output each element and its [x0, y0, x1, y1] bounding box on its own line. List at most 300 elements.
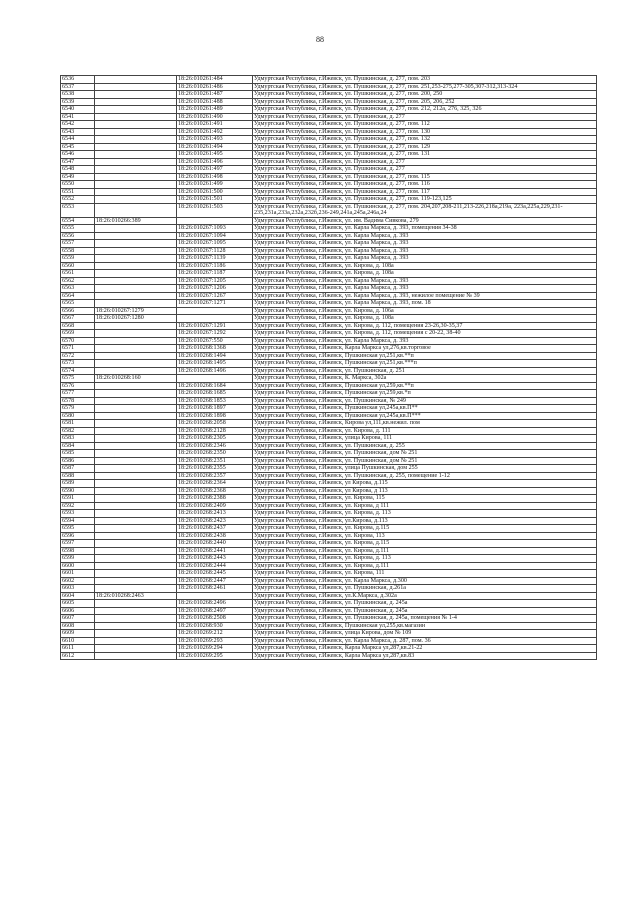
- cadastral-number-object: [177, 307, 253, 315]
- table-row: [61, 360, 597, 368]
- table-row: [61, 345, 597, 353]
- address: Удмуртская Республика, г.Ижевск, Пушкинская ул,251,кв.**п: [253, 352, 597, 360]
- cadastral-number-object: 18:26:010268:2441: [177, 547, 253, 555]
- cadastral-number-land: [95, 405, 177, 413]
- address: Удмуртская Республика, г.Ижевск, ул. Кирова, 113: [253, 532, 597, 540]
- cadastral-number-land: [95, 262, 177, 270]
- row-number: 6586: [61, 457, 95, 465]
- table-row: [61, 600, 597, 608]
- cadastral-number-land: [95, 487, 177, 495]
- table-row: [61, 510, 597, 518]
- address: Удмуртская Республика, г.Ижевск, Пушкинская ул,251,кв.***п: [253, 360, 597, 368]
- cadastral-number-object: 18:26:010268:2445: [177, 570, 253, 578]
- table-row: [61, 450, 597, 458]
- cadastral-number-land: [95, 390, 177, 398]
- table-row: [61, 525, 597, 533]
- cadastral-number-object: 18:26:010268:1853: [177, 397, 253, 405]
- cadastral-number-object: 18:26:010268:2346: [177, 442, 253, 450]
- row-number: 6598: [61, 547, 95, 555]
- address: Удмуртская Республика, г.Ижевск, Карла Маркса ул,287,кв.21-22: [253, 645, 597, 653]
- cadastral-number-object: 18:26:010267:1206: [177, 285, 253, 293]
- row-number: 6570: [61, 337, 95, 345]
- row-number: 6544: [61, 136, 95, 144]
- row-number: 6591: [61, 495, 95, 503]
- cadastral-number-object: 18:26:010261:486: [177, 83, 253, 91]
- cadastral-number-land: [95, 83, 177, 91]
- table-row: [61, 83, 597, 91]
- table-row: [61, 240, 597, 248]
- cadastral-number-object: 18:26:010267:1186: [177, 262, 253, 270]
- row-number: 6566: [61, 307, 95, 315]
- table-row: [61, 352, 597, 360]
- cadastral-number-land: [95, 457, 177, 465]
- cadastral-number-land: [95, 113, 177, 121]
- row-number: 6594: [61, 517, 95, 525]
- cadastral-number-object: 18:26:010267:1292: [177, 330, 253, 338]
- cadastral-number-object: 18:26:010268:2388: [177, 495, 253, 503]
- row-number: 6554: [61, 217, 95, 225]
- table-row: [61, 442, 597, 450]
- cadastral-number-object: 18:26:010267:550: [177, 337, 253, 345]
- table-row: [61, 382, 597, 390]
- cadastral-number-land: [95, 510, 177, 518]
- address: Удмуртская Республика, г.Ижевск, К. Маркса, 302а: [253, 375, 597, 383]
- cadastral-number-object: 18:26:010268:2437: [177, 525, 253, 533]
- cadastral-number-land: [95, 495, 177, 503]
- cadastral-number-object: 18:26:010268:930: [177, 622, 253, 630]
- cadastral-number-object: 18:26:010261:492: [177, 128, 253, 136]
- cadastral-number-object: 18:26:010267:1205: [177, 277, 253, 285]
- table-row: [61, 91, 597, 99]
- cadastral-number-object: 18:26:010268:1496: [177, 367, 253, 375]
- table-row: [61, 577, 597, 585]
- row-number: 6552: [61, 196, 95, 204]
- cadastral-number-object: 18:26:010267:1093: [177, 225, 253, 233]
- table-row: [61, 106, 597, 114]
- cadastral-number-object: 18:26:010268:2447: [177, 577, 253, 585]
- address: Удмуртская Республика, г.Ижевск, ул. Кирова, д. 108а: [253, 262, 597, 270]
- cadastral-number-object: 18:26:010261:488: [177, 98, 253, 106]
- table-row: [61, 270, 597, 278]
- table-row: [61, 367, 597, 375]
- address: Удмуртская Республика, г.Ижевск, ул. Кирова, д. 113: [253, 555, 597, 563]
- cadastral-number-land: 18:26:010268:160: [95, 375, 177, 383]
- table-row: [61, 637, 597, 645]
- cadastral-number-object: 18:26:010268:2443: [177, 555, 253, 563]
- row-number: 6539: [61, 98, 95, 106]
- cadastral-number-land: [95, 285, 177, 293]
- address: Удмуртская Республика, г.Ижевск, ул. Пушкинская, д. 255, помещение 1-12: [253, 472, 597, 480]
- address: Удмуртская Республика, г.Ижевск, ул. Карла Маркса, д. 393: [253, 255, 597, 263]
- cadastral-number-land: [95, 181, 177, 189]
- table-row: [61, 570, 597, 578]
- row-number: 6611: [61, 645, 95, 653]
- cadastral-number-object: [177, 375, 253, 383]
- cadastral-number-object: 18:26:010268:2440: [177, 540, 253, 548]
- table-row: [61, 517, 597, 525]
- cadastral-number-land: [95, 277, 177, 285]
- cadastral-number-object: 18:26:010267:1267: [177, 292, 253, 300]
- address: Удмуртская Республика, г.Ижевск, ул. Карла Маркса, д. 393: [253, 285, 597, 293]
- cadastral-number-object: 18:26:010268:2461: [177, 585, 253, 593]
- cadastral-number-object: 18:26:010268:2351: [177, 457, 253, 465]
- row-number: 6574: [61, 367, 95, 375]
- row-number: 6562: [61, 277, 95, 285]
- table-row: [61, 292, 597, 300]
- row-number: 6612: [61, 652, 95, 660]
- cadastral-number-land: [95, 300, 177, 308]
- row-number: 6547: [61, 158, 95, 166]
- cadastral-number-land: [95, 136, 177, 144]
- address: Удмуртская Республика, г.Ижевск, ул. Карла Маркса, д.300: [253, 577, 597, 585]
- cadastral-number-land: [95, 240, 177, 248]
- address: Удмуртская Республика, г.Ижевск, ул. Карла Маркса, д. 393: [253, 232, 597, 240]
- table-row: [61, 420, 597, 428]
- cadastral-number-land: [95, 480, 177, 488]
- cadastral-number-object: [177, 592, 253, 600]
- table-row: [61, 652, 597, 660]
- address: Удмуртская Республика, г.Ижевск, ул. Пушкинская, д. 255: [253, 442, 597, 450]
- address: Удмуртская Республика, г.Ижевск, Пушкинская ул,259,кв.*п: [253, 390, 597, 398]
- table-row: [61, 158, 597, 166]
- address: Удмуртская Республика, г.Ижевск, ул. Кирова, д.115: [253, 540, 597, 548]
- cadastral-number-object: 18:26:010269:212: [177, 630, 253, 638]
- address: Удмуртская Республика, г.Ижевск, Пушкинская ул,259,кв.**п: [253, 382, 597, 390]
- table-row: [61, 181, 597, 189]
- row-number: 6545: [61, 143, 95, 151]
- cadastral-number-object: 18:26:010268:2413: [177, 510, 253, 518]
- address: Удмуртская Республика, г.Ижевск, ул. Кирова, 111: [253, 570, 597, 578]
- cadastral-number-object: 18:26:010261:497: [177, 166, 253, 174]
- table-row: [61, 487, 597, 495]
- cadastral-number-land: [95, 637, 177, 645]
- row-number: 6585: [61, 450, 95, 458]
- address: Удмуртская Республика, г.Ижевск, ул. Кирова, 115: [253, 495, 597, 503]
- cadastral-number-object: 18:26:010268:1685: [177, 390, 253, 398]
- table-row: [61, 495, 597, 503]
- address: Удмуртская Республика, г.Ижевск, ул. Пушкинская, № 249: [253, 397, 597, 405]
- table-row: [61, 337, 597, 345]
- cadastral-number-land: [95, 360, 177, 368]
- address: Удмуртская Республика, г.Ижевск, ул. Кирова, д.111: [253, 547, 597, 555]
- table-row: [61, 480, 597, 488]
- table-row: [61, 262, 597, 270]
- address: Удмуртская Республика, г.Ижевск, ул. Карла Маркса, д. 287, пом. 36: [253, 637, 597, 645]
- table-row: [61, 322, 597, 330]
- cadastral-number-land: [95, 232, 177, 240]
- register-table-body: [61, 76, 597, 660]
- cadastral-number-land: [95, 255, 177, 263]
- cadastral-number-land: [95, 203, 177, 217]
- cadastral-number-object: 18:26:010268:2438: [177, 532, 253, 540]
- table-row: [61, 173, 597, 181]
- row-number: 6583: [61, 435, 95, 443]
- address: Удмуртская Республика, г.Ижевск, улица Кирова, 111: [253, 435, 597, 443]
- cadastral-number-object: 18:26:010268:2497: [177, 607, 253, 615]
- cadastral-number-land: [95, 420, 177, 428]
- cadastral-number-object: 18:26:010268:1368: [177, 345, 253, 353]
- cadastral-number-land: [95, 158, 177, 166]
- table-row: [61, 217, 597, 225]
- table-row: [61, 151, 597, 159]
- cadastral-number-object: 18:26:010268:2496: [177, 600, 253, 608]
- cadastral-number-land: [95, 247, 177, 255]
- address: Удмуртская Республика, г.Ижевск, Пушкинская ул,245а,кв.П***: [253, 412, 597, 420]
- table-row: [61, 592, 597, 600]
- cadastral-number-land: [95, 622, 177, 630]
- address: Удмуртская Республика, г.Ижевск, ул. Пушкинская, д. 251: [253, 367, 597, 375]
- page-number: 88: [316, 35, 324, 44]
- cadastral-number-object: 18:26:010261:496: [177, 158, 253, 166]
- row-number: 6610: [61, 637, 95, 645]
- address: Удмуртская Республика, г.Ижевск, ул. Кирова, д.115: [253, 525, 597, 533]
- row-number: 6603: [61, 585, 95, 593]
- cadastral-number-land: [95, 570, 177, 578]
- address: Удмуртская Республика, г.Ижевск, ул. Карла Маркса, д. 393, нежилое помещение № 39: [253, 292, 597, 300]
- table-row: [61, 255, 597, 263]
- address: Удмуртская Республика, г.Ижевск, ул. Кирова, д. 113: [253, 510, 597, 518]
- row-number: 6605: [61, 600, 95, 608]
- table-row: [61, 315, 597, 323]
- address: Удмуртская Республика, г.Ижевск, ул. Кирова, д 111: [253, 502, 597, 510]
- table-row: [61, 622, 597, 630]
- cadastral-number-object: 18:26:010268:2444: [177, 562, 253, 570]
- cadastral-number-object: 18:26:010268:2355: [177, 465, 253, 473]
- address: Удмуртская Республика, г.Ижевск, ул. Пушкинская, д. 277, пом. 115: [253, 173, 597, 181]
- address: Удмуртская Республика, г.Ижевск, ул. Пушкинская, д. 277: [253, 113, 597, 121]
- cadastral-number-object: 18:26:010268:2508: [177, 615, 253, 623]
- row-number: 6602: [61, 577, 95, 585]
- table-row: [61, 540, 597, 548]
- address: Удмуртская Республика, г.Ижевск, ул. Карла Маркса, д. 393: [253, 240, 597, 248]
- cadastral-number-object: 18:26:010261:499: [177, 181, 253, 189]
- cadastral-number-object: 18:26:010267:1187: [177, 270, 253, 278]
- cadastral-number-object: 18:26:010268:2305: [177, 435, 253, 443]
- table-row: [61, 113, 597, 121]
- cadastral-number-land: [95, 270, 177, 278]
- row-number: 6568: [61, 322, 95, 330]
- row-number: 6559: [61, 255, 95, 263]
- row-number: 6600: [61, 562, 95, 570]
- address: Удмуртская Республика, г.Ижевск, ул.Кирова, д.113: [253, 517, 597, 525]
- address: Удмуртская Республика, г.Ижевск, ул. Пушкинская, дом № 251: [253, 457, 597, 465]
- row-number: 6557: [61, 240, 95, 248]
- address: Удмуртская Республика, г.Ижевск, ул. Пушкинская, д. 277, пом. 116: [253, 181, 597, 189]
- cadastral-number-land: [95, 615, 177, 623]
- cadastral-number-land: [95, 630, 177, 638]
- cadastral-number-land: [95, 517, 177, 525]
- cadastral-number-land: [95, 540, 177, 548]
- cadastral-number-land: [95, 128, 177, 136]
- table-row: [61, 390, 597, 398]
- row-number: 6592: [61, 502, 95, 510]
- row-number: 6551: [61, 188, 95, 196]
- cadastral-number-land: [95, 465, 177, 473]
- cadastral-number-land: [95, 106, 177, 114]
- table-row: [61, 457, 597, 465]
- address: Удмуртская Республика, г.Ижевск, ул. Пушкинская, д. 245а: [253, 607, 597, 615]
- cadastral-number-land: [95, 166, 177, 174]
- cadastral-number-land: 18:26:010266:389: [95, 217, 177, 225]
- table-row: [61, 136, 597, 144]
- address: Удмуртская Республика, г.Ижевск, ул. Карла Маркса, д. 393: [253, 277, 597, 285]
- row-number: 6556: [61, 232, 95, 240]
- table-row: [61, 555, 597, 563]
- address: Удмуртская Республика, г.Ижевск, ул. Карла Маркса, д. 393, помещения 34-38: [253, 225, 597, 233]
- cadastral-number-land: [95, 652, 177, 660]
- row-number: 6573: [61, 360, 95, 368]
- address: Удмуртская Республика, г.Ижевск, ул. Пушкинская, д. 277, пом. 112: [253, 121, 597, 129]
- address: Удмуртская Республика, г.Ижевск, ул. Пушкинская, д.261а: [253, 585, 597, 593]
- address: Удмуртская Республика, г.Ижевск, ул.К.Маркса, д.302а: [253, 592, 597, 600]
- address: Удмуртская Республика, г.Ижевск, ул. Пушкинская, д. 277: [253, 158, 597, 166]
- address: Удмуртская Республика, г.Ижевск, ул Кирова, д.115: [253, 480, 597, 488]
- address: Удмуртская Республика, г.Ижевск, ул. Карла Маркса, д. 393: [253, 247, 597, 255]
- cadastral-number-land: [95, 151, 177, 159]
- cadastral-number-object: 18:26:010267:1095: [177, 240, 253, 248]
- row-number: 6578: [61, 397, 95, 405]
- row-number: 6558: [61, 247, 95, 255]
- address: Удмуртская Республика, г.Ижевск, ул. Пушкинская, д. 277, пом. 119-123,125: [253, 196, 597, 204]
- row-number: 6588: [61, 472, 95, 480]
- row-number: 6549: [61, 173, 95, 181]
- cadastral-number-object: 18:26:010268:2350: [177, 450, 253, 458]
- table-row: [61, 615, 597, 623]
- cadastral-number-object: 18:26:010261:498: [177, 173, 253, 181]
- table-row: [61, 121, 597, 129]
- cadastral-number-object: 18:26:010269:293: [177, 637, 253, 645]
- address: Удмуртская Республика, г.Ижевск, ул. Пушкинская, д. 277: [253, 166, 597, 174]
- cadastral-number-object: 18:26:010267:1094: [177, 232, 253, 240]
- cadastral-number-land: [95, 427, 177, 435]
- cadastral-number-land: [95, 502, 177, 510]
- cadastral-number-object: 18:26:010261:493: [177, 136, 253, 144]
- cadastral-number-land: [95, 188, 177, 196]
- row-number: 6542: [61, 121, 95, 129]
- table-row: [61, 98, 597, 106]
- table-row: [61, 203, 597, 217]
- table-row: [61, 375, 597, 383]
- table-row: [61, 166, 597, 174]
- table-row: [61, 607, 597, 615]
- address: Удмуртская Республика, г.Ижевск, ул. Кирова, д.111: [253, 562, 597, 570]
- row-number: 6608: [61, 622, 95, 630]
- cadastral-number-land: 18:26:010268:2463: [95, 592, 177, 600]
- address: Удмуртская Республика, г.Ижевск, ул. Пушкинская, д. 277, пом. 203: [253, 76, 597, 84]
- address: Удмуртская Республика, г.Ижевск, ул. Кирова, д. 108а: [253, 270, 597, 278]
- cadastral-number-object: 18:26:010267:1271: [177, 300, 253, 308]
- cadastral-number-object: 18:26:010261:503: [177, 203, 253, 217]
- table-row: [61, 435, 597, 443]
- row-number: 6606: [61, 607, 95, 615]
- cadastral-number-land: [95, 367, 177, 375]
- address: Удмуртская Республика, г.Ижевск, ул. Пушкинская, д. 277, пом. 130: [253, 128, 597, 136]
- table-row: [61, 285, 597, 293]
- row-number: 6569: [61, 330, 95, 338]
- row-number: 6579: [61, 405, 95, 413]
- cadastral-number-land: [95, 76, 177, 84]
- row-number: 6604: [61, 592, 95, 600]
- address: Удмуртская Республика, г.Ижевск, ул Кирова, д 113: [253, 487, 597, 495]
- cadastral-number-land: [95, 91, 177, 99]
- table-row: [61, 232, 597, 240]
- cadastral-number-land: [95, 382, 177, 390]
- cadastral-number-land: [95, 292, 177, 300]
- table-row: [61, 143, 597, 151]
- row-number: 6548: [61, 166, 95, 174]
- row-number: 6572: [61, 352, 95, 360]
- cadastral-number-land: [95, 345, 177, 353]
- address: Удмуртская Республика, г.Ижевск, ул. Пушкинская, д. 245а, помещения № 1-4: [253, 615, 597, 623]
- address: Удмуртская Республика, г.Ижевск, Карла Маркса ул,287,кв.83: [253, 652, 597, 660]
- cadastral-number-object: 18:26:010268:1898: [177, 412, 253, 420]
- table-row: [61, 196, 597, 204]
- cadastral-number-object: 18:26:010268:2368: [177, 487, 253, 495]
- table-row: [61, 585, 597, 593]
- cadastral-number-object: 18:26:010261:495: [177, 151, 253, 159]
- cadastral-number-land: [95, 98, 177, 106]
- row-number: 6537: [61, 83, 95, 91]
- row-number: 6596: [61, 532, 95, 540]
- cadastral-number-object: 18:26:010268:1495: [177, 360, 253, 368]
- table-row: [61, 225, 597, 233]
- cadastral-number-land: [95, 412, 177, 420]
- cadastral-number-land: [95, 225, 177, 233]
- table-row: [61, 247, 597, 255]
- table-row: [61, 472, 597, 480]
- row-number: 6567: [61, 315, 95, 323]
- cadastral-number-land: [95, 337, 177, 345]
- table-row: [61, 645, 597, 653]
- row-number: 6555: [61, 225, 95, 233]
- row-number: 6597: [61, 540, 95, 548]
- address: Удмуртская Республика, г.Ижевск, ул. Пушкинская, д. 277, пом. 212, 212а, 276, 325, 326: [253, 106, 597, 114]
- address: Удмуртская Республика, г.Ижевск, ул. Пушкинская, д. 277, пом. 251,253-275,277-305,307-312,313-324: [253, 83, 597, 91]
- row-number: 6590: [61, 487, 95, 495]
- cadastral-number-land: [95, 577, 177, 585]
- row-number: 6581: [61, 420, 95, 428]
- cadastral-number-object: 18:26:010261:494: [177, 143, 253, 151]
- address: Удмуртская Республика, г.Ижевск, ул. Пушкинская, д. 277, пом. 204,207,208-211,213-226,218а,219а, 223а,225а,229,231-235,231а,233а,232а,232б,236-249,241а,245а,246а,24: [253, 203, 597, 217]
- address: Удмуртская Республика, г.Ижевск, Пушкинская ул,245а,кв.П**: [253, 405, 597, 413]
- table-row: [61, 76, 597, 84]
- cadastral-number-land: [95, 547, 177, 555]
- cadastral-number-object: 18:26:010261:484: [177, 76, 253, 84]
- row-number: 6553: [61, 203, 95, 217]
- row-number: 6546: [61, 151, 95, 159]
- cadastral-number-land: [95, 330, 177, 338]
- table-row: [61, 427, 597, 435]
- address: Удмуртская Республика, г.Ижевск, ул. Кирова, д. 112, помещения с 20-22, 38-40: [253, 330, 597, 338]
- cadastral-number-land: [95, 450, 177, 458]
- table-row: [61, 412, 597, 420]
- row-number: 6536: [61, 76, 95, 84]
- row-number: 6538: [61, 91, 95, 99]
- row-number: 6563: [61, 285, 95, 293]
- cadastral-number-land: [95, 555, 177, 563]
- row-number: 6575: [61, 375, 95, 383]
- row-number: 6550: [61, 181, 95, 189]
- cadastral-number-object: 18:26:010268:2058: [177, 420, 253, 428]
- cadastral-number-land: [95, 607, 177, 615]
- table-row: [61, 465, 597, 473]
- address: Удмуртская Республика, г.Ижевск, улица Кирова, дом № 109: [253, 630, 597, 638]
- cadastral-number-object: 18:26:010268:1897: [177, 405, 253, 413]
- cadastral-number-land: 18:26:010267:1279: [95, 307, 177, 315]
- address: Удмуртская Республика, г.Ижевск, ул. Пушкинская, д. 277, пом. 205, 206, 252: [253, 98, 597, 106]
- table-row: [61, 307, 597, 315]
- cadastral-number-land: [95, 121, 177, 129]
